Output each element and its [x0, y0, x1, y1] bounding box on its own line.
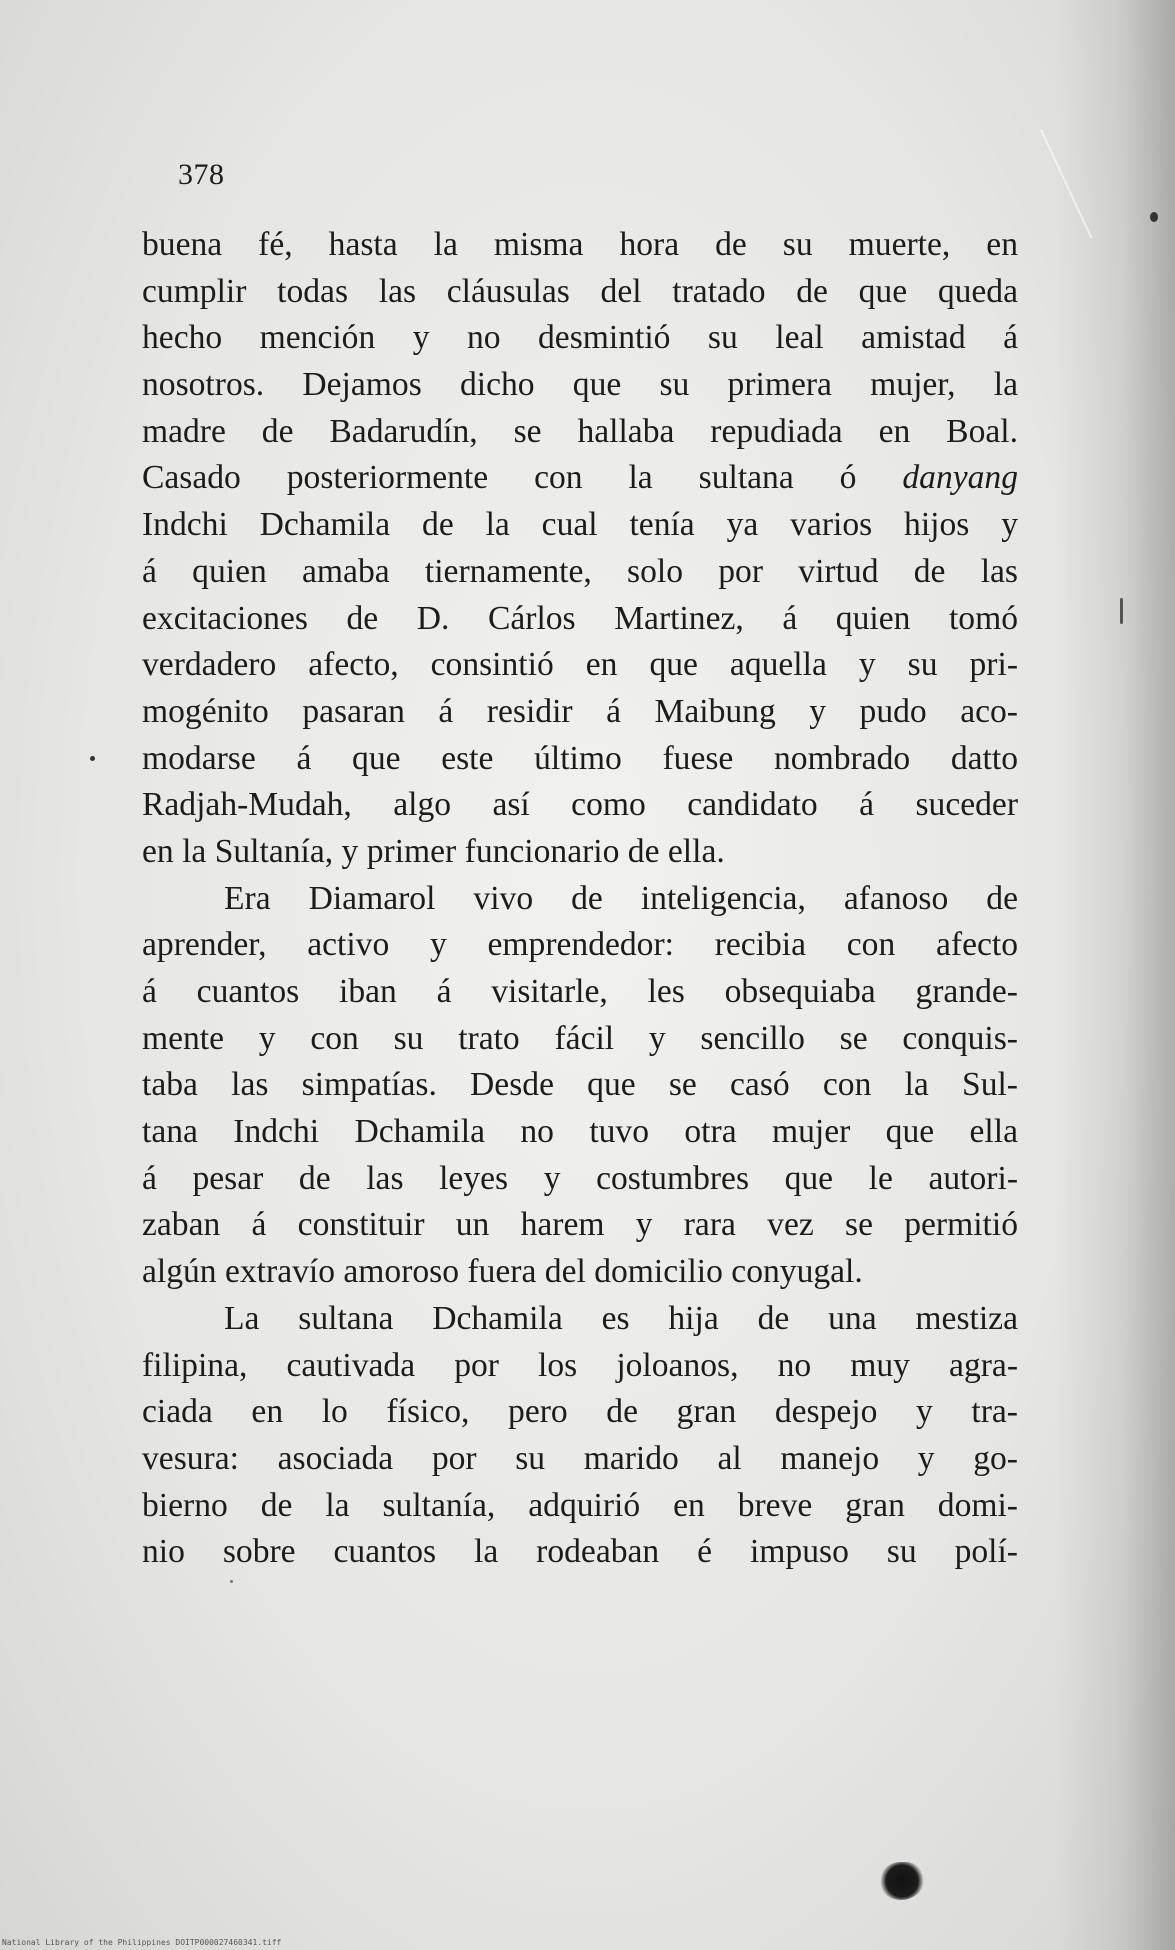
page-edge-shadow	[1055, 0, 1175, 1950]
text-line-content: Indchi Dchamila de la cual tenía ya varios hijos y	[142, 506, 1018, 544]
text-line-content: tana Indchi Dchamila no tuvo otra mujer que ella	[142, 1113, 1018, 1151]
text-line	[142, 876, 1018, 923]
text-line	[142, 362, 1018, 409]
text-line-content: cumplir todas las cláusulas del tratado de que queda	[142, 272, 1018, 310]
text-line	[142, 782, 1018, 829]
page-number: 378	[178, 158, 225, 191]
text-line-content: taba las simpatías. Desde que se casó con la Sul-	[142, 1066, 1018, 1104]
text-line-content: nosotros. Dejamos dicho que su primera mujer, la	[142, 366, 1018, 404]
text-line	[142, 409, 1018, 456]
text-line-content: á cuantos iban á visitarle, les obsequiaba grande-	[142, 973, 1018, 1010]
text-line	[142, 1343, 1018, 1390]
scan-speck	[90, 756, 95, 761]
text-line	[142, 455, 1018, 502]
text-line-content: mogénito pasaran á residir á Maibung y pudo aco-	[142, 692, 1018, 730]
text-line-content: Radjah-Mudah, algo así como candidato á suceder	[142, 786, 1018, 824]
text-line	[142, 549, 1018, 596]
scan-speck	[1150, 212, 1158, 222]
text-line	[142, 642, 1018, 689]
text-line-content: excitaciones de D. Cárlos Martinez, á quien tomó	[142, 599, 1018, 637]
text-line-content: verdadero afecto, consintió en que aquella y su pri-	[142, 646, 1018, 684]
text-line-content: á pesar de las leyes y costumbres que le autori-	[142, 1159, 1018, 1197]
text-line	[142, 1249, 1018, 1296]
scan-speck	[230, 1580, 233, 1583]
text-line	[142, 1156, 1018, 1203]
text-line-content: modarse á que este último fuese nombrado datto	[142, 739, 1018, 777]
text-line-content: Era Diamarol vivo de inteligencia, afanoso de	[224, 879, 1018, 917]
text-line-content: hecho mención y no desmintió su leal amistad á	[142, 319, 1018, 357]
text-line	[142, 829, 1018, 876]
text-line-content: Casado posteriormente con la sultana ó	[142, 459, 903, 497]
text-line-content: filipina, cautivada por los joloanos, no muy agra-	[142, 1346, 1018, 1384]
text-line-content: á quien amaba tiernamente, solo por virtud de las	[142, 552, 1018, 590]
text-line-content: aprender, activo y emprendedor: recibia con afecto	[142, 926, 1018, 964]
page-body-text	[142, 222, 1018, 1576]
text-line	[142, 1529, 1018, 1576]
text-line-content: bierno de la sultanía, adquirió en breve gran domi-	[142, 1486, 1018, 1524]
text-line-content: algún extravío amoroso fuera del domicilio conyugal.	[142, 1253, 863, 1291]
text-line	[142, 1296, 1018, 1343]
text-line	[142, 1062, 1018, 1109]
text-line-content: madre de Badarudín, se hallaba repudiada en Boal.	[142, 412, 1018, 450]
text-line	[142, 315, 1018, 362]
text-line-content: mente y con su trato fácil y sencillo se conquis-	[142, 1019, 1018, 1057]
text-line	[142, 1483, 1018, 1530]
text-line	[142, 1389, 1018, 1436]
text-line	[142, 922, 1018, 969]
text-line	[142, 689, 1018, 736]
scan-footer-label: National Library of the Philippines DOITP000027460341.tiff	[2, 1938, 282, 1947]
text-line-content: zaban á constituir un harem y rara vez se permitió	[142, 1206, 1018, 1244]
text-line-content: ciada en lo físico, pero de gran despejo y tra-	[142, 1393, 1018, 1431]
text-line	[142, 736, 1018, 783]
text-line-content: buena fé, hasta la misma hora de su muerte, en	[142, 226, 1018, 263]
text-line	[142, 1436, 1018, 1483]
text-line	[142, 969, 1018, 1016]
text-line-content: vesura: asociada por su marido al manejo y go-	[142, 1439, 1018, 1477]
text-line	[142, 222, 1018, 269]
text-line	[142, 1202, 1018, 1249]
text-line	[142, 596, 1018, 643]
italic-term: danyang	[902, 459, 1018, 497]
text-line	[142, 269, 1018, 316]
scan-speck	[1120, 598, 1123, 624]
text-line-content: en la Sultanía, y primer funcionario de ella.	[142, 832, 725, 870]
text-line	[142, 1016, 1018, 1063]
text-line-content: La sultana Dchamila es hija de una mestiza	[224, 1299, 1018, 1337]
text-line	[142, 502, 1018, 549]
text-line-content: nio sobre cuantos la rodeaban é impuso su polí-	[142, 1533, 1018, 1571]
text-line	[142, 1109, 1018, 1156]
